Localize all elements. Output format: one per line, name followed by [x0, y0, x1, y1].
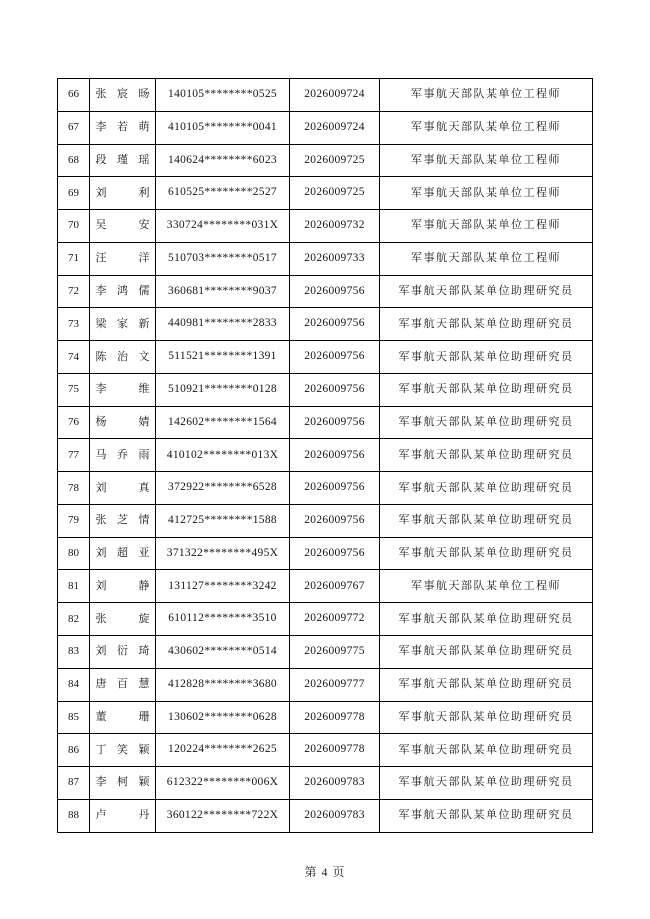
name-cell	[90, 276, 156, 309]
id-number-cell: 372922********6528	[156, 472, 290, 505]
ticket-number-cell: 2026009725	[290, 177, 380, 210]
table-row	[58, 669, 593, 702]
id-number-cell: 360681********9037	[156, 276, 290, 309]
position-cell: 军事航天部队某单位助理研究员	[380, 308, 593, 341]
position-cell: 军事航天部队某单位工程师	[380, 210, 593, 243]
ticket-number-cell: 2026009724	[290, 112, 380, 145]
name-cell	[90, 407, 156, 440]
person-name: 李鸿儒	[95, 284, 150, 297]
ticket-number-cell: 2026009756	[290, 374, 380, 407]
name-cell	[90, 243, 156, 276]
table-row	[58, 800, 593, 833]
row-number-cell: 86	[58, 734, 90, 767]
name-cell	[90, 570, 156, 603]
position-cell: 军事航天部队某单位工程师	[380, 112, 593, 145]
name-cell	[90, 800, 156, 833]
row-number-cell: 77	[58, 439, 90, 472]
ticket-number-cell: 2026009756	[290, 276, 380, 309]
id-number-cell: 130602********0628	[156, 702, 290, 735]
name-cell	[90, 210, 156, 243]
table-row	[58, 767, 593, 800]
row-number-cell: 87	[58, 767, 90, 800]
person-name: 董珊	[95, 710, 150, 723]
name-cell	[90, 702, 156, 735]
person-name: 李若萌	[95, 121, 150, 134]
name-cell	[90, 538, 156, 571]
table-row	[58, 177, 593, 210]
ticket-number-cell: 2026009756	[290, 439, 380, 472]
row-number-cell: 74	[58, 341, 90, 374]
name-cell	[90, 734, 156, 767]
table-row	[58, 570, 593, 603]
id-number-cell: 120224********2625	[156, 734, 290, 767]
name-cell	[90, 603, 156, 636]
person-name: 丁笑颖	[95, 743, 150, 756]
person-name: 张旋	[95, 612, 150, 625]
position-cell: 军事航天部队某单位工程师	[380, 243, 593, 276]
position-cell: 军事航天部队某单位助理研究员	[380, 472, 593, 505]
name-cell	[90, 636, 156, 669]
ticket-number-cell: 2026009756	[290, 407, 380, 440]
position-cell: 军事航天部队某单位工程师	[380, 79, 593, 112]
ticket-number-cell: 2026009733	[290, 243, 380, 276]
position-cell: 军事航天部队某单位工程师	[380, 177, 593, 210]
person-name: 李维	[95, 383, 150, 396]
row-number-cell: 72	[58, 276, 90, 309]
name-cell	[90, 767, 156, 800]
person-name: 李柯颖	[95, 776, 150, 789]
row-number-cell: 88	[58, 800, 90, 833]
id-number-cell: 612322********006X	[156, 767, 290, 800]
table-row	[58, 734, 593, 767]
position-cell: 军事航天部队某单位助理研究员	[380, 407, 593, 440]
position-cell: 军事航天部队某单位助理研究员	[380, 603, 593, 636]
person-name: 吴安	[95, 219, 150, 232]
ticket-number-cell: 2026009783	[290, 767, 380, 800]
name-cell	[90, 308, 156, 341]
ticket-number-cell: 2026009756	[290, 341, 380, 374]
roster-table	[57, 78, 593, 833]
ticket-number-cell: 2026009756	[290, 472, 380, 505]
name-cell	[90, 505, 156, 538]
ticket-number-cell: 2026009772	[290, 603, 380, 636]
row-number-cell: 81	[58, 570, 90, 603]
position-cell: 军事航天部队某单位助理研究员	[380, 702, 593, 735]
person-name: 陈治文	[95, 350, 150, 363]
id-number-cell: 131127********3242	[156, 570, 290, 603]
name-cell	[90, 341, 156, 374]
row-number-cell: 68	[58, 145, 90, 178]
name-cell	[90, 79, 156, 112]
person-name: 马乔雨	[95, 448, 150, 461]
row-number-cell: 82	[58, 603, 90, 636]
ticket-number-cell: 2026009777	[290, 669, 380, 702]
table-row	[58, 472, 593, 505]
ticket-number-cell: 2026009732	[290, 210, 380, 243]
row-number-cell: 75	[58, 374, 90, 407]
row-number-cell: 67	[58, 112, 90, 145]
id-number-cell: 510703********0517	[156, 243, 290, 276]
table-row	[58, 145, 593, 178]
table-row	[58, 603, 593, 636]
row-number-cell: 85	[58, 702, 90, 735]
person-name: 唐百慧	[95, 678, 150, 691]
ticket-number-cell: 2026009778	[290, 702, 380, 735]
position-cell: 军事航天部队某单位工程师	[380, 570, 593, 603]
id-number-cell: 371322********495X	[156, 538, 290, 571]
row-number-cell: 76	[58, 407, 90, 440]
row-number-cell: 66	[58, 79, 90, 112]
position-cell: 军事航天部队某单位助理研究员	[380, 767, 593, 800]
id-number-cell: 410102********013X	[156, 439, 290, 472]
id-number-cell: 440981********2833	[156, 308, 290, 341]
id-number-cell: 412828********3680	[156, 669, 290, 702]
person-name: 刘静	[95, 579, 150, 592]
ticket-number-cell: 2026009783	[290, 800, 380, 833]
person-name: 刘利	[95, 186, 150, 199]
row-number-cell: 71	[58, 243, 90, 276]
id-number-cell: 610525********2527	[156, 177, 290, 210]
person-name: 刘衍琦	[95, 645, 150, 658]
table-row	[58, 702, 593, 735]
ticket-number-cell: 2026009756	[290, 505, 380, 538]
table-row	[58, 439, 593, 472]
id-number-cell: 142602********1564	[156, 407, 290, 440]
table-row	[58, 341, 593, 374]
row-number-cell: 84	[58, 669, 90, 702]
ticket-number-cell: 2026009778	[290, 734, 380, 767]
ticket-number-cell: 2026009756	[290, 538, 380, 571]
person-name: 杨婧	[95, 416, 150, 429]
position-cell: 军事航天部队某单位助理研究员	[380, 636, 593, 669]
person-name: 张宸旸	[95, 88, 150, 101]
table-row	[58, 505, 593, 538]
name-cell	[90, 669, 156, 702]
person-name: 梁家新	[95, 317, 150, 330]
person-name: 刘真	[95, 481, 150, 494]
table-row	[58, 538, 593, 571]
table-row	[58, 112, 593, 145]
row-number-cell: 73	[58, 308, 90, 341]
id-number-cell: 412725********1588	[156, 505, 290, 538]
table-row	[58, 79, 593, 112]
row-number-cell: 78	[58, 472, 90, 505]
id-number-cell: 410105********0041	[156, 112, 290, 145]
row-number-cell: 69	[58, 177, 90, 210]
table-row	[58, 407, 593, 440]
row-number-cell: 70	[58, 210, 90, 243]
table-row	[58, 636, 593, 669]
id-number-cell: 430602********0514	[156, 636, 290, 669]
name-cell	[90, 374, 156, 407]
row-number-cell: 80	[58, 538, 90, 571]
name-cell	[90, 439, 156, 472]
position-cell: 军事航天部队某单位工程师	[380, 145, 593, 178]
position-cell: 军事航天部队某单位助理研究员	[380, 276, 593, 309]
id-number-cell: 610112********3510	[156, 603, 290, 636]
table-row	[58, 308, 593, 341]
position-cell: 军事航天部队某单位助理研究员	[380, 669, 593, 702]
name-cell	[90, 112, 156, 145]
id-number-cell: 510921********0128	[156, 374, 290, 407]
page-number: 第 4 页	[304, 865, 346, 879]
person-name: 汪洋	[95, 252, 150, 265]
position-cell: 军事航天部队某单位助理研究员	[380, 538, 593, 571]
id-number-cell: 140624********6023	[156, 145, 290, 178]
table-row	[58, 276, 593, 309]
position-cell: 军事航天部队某单位助理研究员	[380, 439, 593, 472]
name-cell	[90, 145, 156, 178]
name-cell	[90, 177, 156, 210]
ticket-number-cell: 2026009767	[290, 570, 380, 603]
position-cell: 军事航天部队某单位助理研究员	[380, 341, 593, 374]
ticket-number-cell: 2026009775	[290, 636, 380, 669]
position-cell: 军事航天部队某单位助理研究员	[380, 505, 593, 538]
person-name: 张芝情	[95, 514, 150, 527]
page-footer	[0, 863, 650, 880]
row-number-cell: 83	[58, 636, 90, 669]
position-cell: 军事航天部队某单位助理研究员	[380, 800, 593, 833]
row-number-cell: 79	[58, 505, 90, 538]
id-number-cell: 360122********722X	[156, 800, 290, 833]
name-cell	[90, 472, 156, 505]
ticket-number-cell: 2026009725	[290, 145, 380, 178]
person-name: 刘超亚	[95, 547, 150, 560]
id-number-cell: 140105********0525	[156, 79, 290, 112]
position-cell: 军事航天部队某单位助理研究员	[380, 374, 593, 407]
position-cell: 军事航天部队某单位助理研究员	[380, 734, 593, 767]
ticket-number-cell: 2026009756	[290, 308, 380, 341]
table-row	[58, 374, 593, 407]
id-number-cell: 330724********031X	[156, 210, 290, 243]
table-row	[58, 210, 593, 243]
ticket-number-cell: 2026009724	[290, 79, 380, 112]
person-name: 卢丹	[95, 809, 150, 822]
table-row	[58, 243, 593, 276]
id-number-cell: 511521********1391	[156, 341, 290, 374]
person-name: 段瑾瑶	[95, 153, 150, 166]
